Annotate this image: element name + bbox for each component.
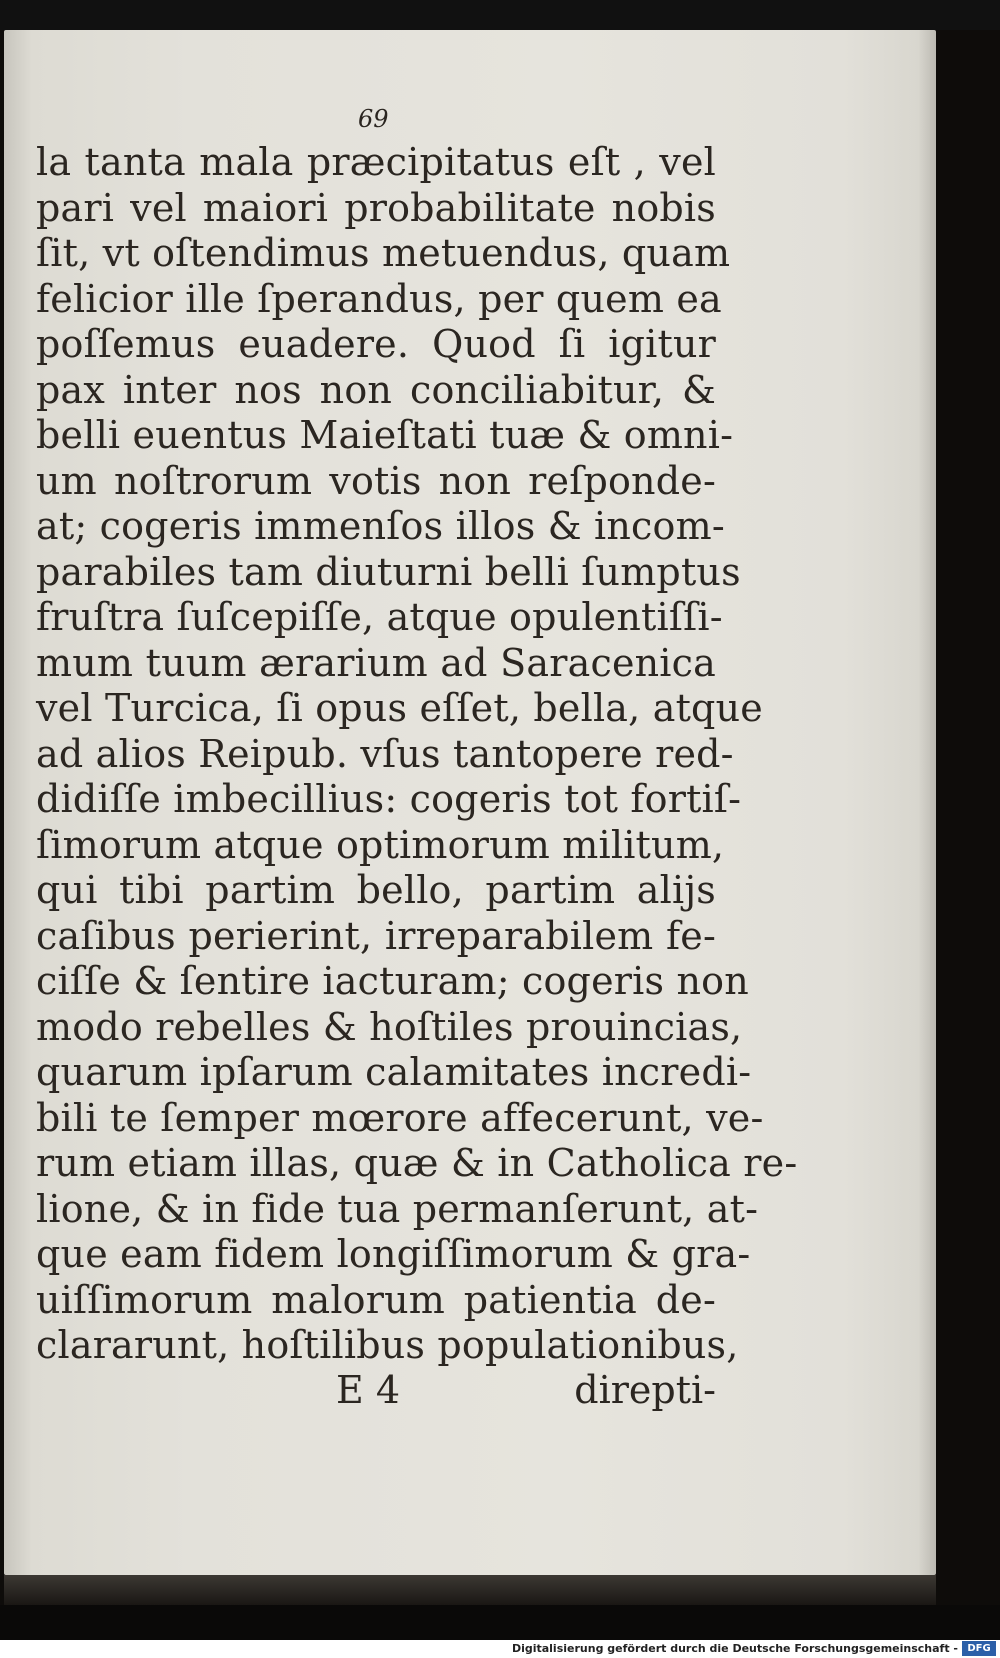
text-line: modo rebelles & hoſtiles prouincias, [36,1004,743,1049]
text-line: mum tuum ærarium ad Saracenica [36,640,716,685]
text-line: vel Turcica, ſi opus eſſet, bella, atque [36,686,763,730]
body-text [36,140,798,1369]
text-line: bili te ſemper mœrore affecerunt, ve- [36,1095,764,1140]
catch-line [36,1368,716,1413]
text-line: didiſſe imbecillius: cogeris tot fortiſ- [36,777,742,821]
digitization-footer [0,1640,1000,1658]
text-line: poſſemus euadere. Quod ſi igitur [36,322,716,366]
text-line: fruſtra ſuſcepiſſe, atque opulentiſſi- [36,595,723,639]
dfg-logo: DFG [962,1641,996,1656]
text-line: lione, & in fide tua permanſerunt, at- [36,1186,759,1231]
text-line: belli euentus Maieſtati tuæ & omni- [36,413,734,457]
text-line: pax inter nos non conciliabitur, & [36,367,716,412]
signature-mark: E 4 [336,1368,400,1412]
text-line: quarum ipſarum calamitates incredi- [36,1050,752,1094]
page-number: 69 [358,105,389,133]
footer-credit: Digitalisierung gefördert durch die Deutsche Forschungsgemeinschaft - [511,1642,958,1655]
page-edge-shadow [918,30,936,1575]
text-line: at; cogeris immenſos illos & incom- [36,504,725,548]
text-line: rum etiam illas, quæ & in Catholica re- [36,1141,798,1185]
text-line: la tanta mala præcipitatus eſt , vel [36,140,716,184]
text-line: ſimorum atque optimorum militum, [36,822,725,867]
text-line: ſit, vt oſtendimus metuendus, quam [36,231,731,275]
catchword: direpti- [574,1368,716,1412]
text-line: uiſſimorum malorum patientia de- [36,1277,716,1322]
text-line: um noſtrorum votis non reſponde- [36,458,716,503]
text-line: ciſſe & ſentire iacturam; cogeris non [36,959,749,1003]
text-line: qui tibi partim bello, partim alijs [36,868,716,912]
scan-top-border [0,0,1000,30]
scan-bottom-border [0,1605,1000,1640]
text-line: que eam fidem longiſſimorum & gra- [36,1232,751,1276]
text-line: caſibus perierint, irreparabilem fe- [36,913,716,958]
text-line: pari vel maiori probabilitate nobis [36,185,716,230]
text-line: ad alios Reipub. vſus tantopere red- [36,731,734,776]
text-line: felicior ille ſperandus, per quem ea [36,276,722,321]
text-line: clararunt, hoſtilibus populationibus, [36,1323,739,1367]
text-line: parabiles tam diuturni belli ſumptus [36,549,741,594]
page-bottom-shadow [4,1575,936,1605]
